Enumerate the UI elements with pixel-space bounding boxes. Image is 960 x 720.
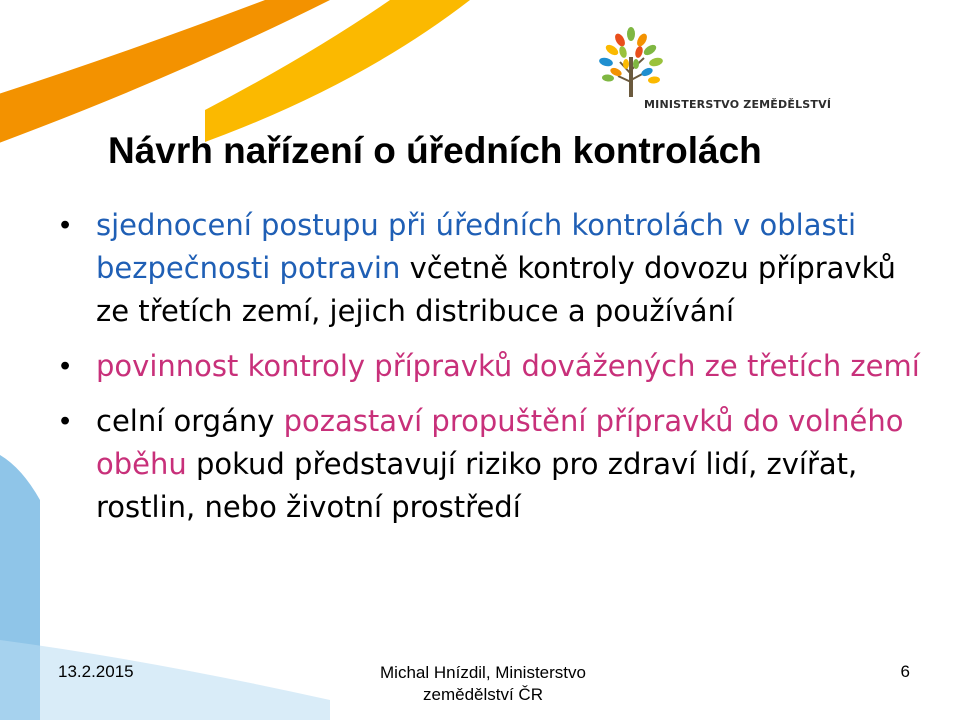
logo-text: MINISTERSTVO ZEMĚDĚLSTVÍ <box>644 98 832 111</box>
bullet-item-2 <box>60 345 920 388</box>
bullet-1-text: včetně kontroly dovozu přípravků ze třetích zemí, jejich distribuce a používání <box>96 251 896 328</box>
slide-title: Návrh nařízení o úředních kontrolách <box>108 130 762 171</box>
bullet-2-text: povinnost kontroly přípravků dovážených ze třetích zemí <box>96 349 920 383</box>
bullet-1-highlight: sjednocení postupu při úředních kontrolách v oblasti bezpečnosti potravin <box>96 208 857 285</box>
footer-author: Michal Hnízdil, Ministerstvo zemědělství ČR <box>380 663 586 704</box>
bullet-item-3 <box>60 400 920 529</box>
bullet-3-end: pokud představují riziko pro zdraví lidí, zvířat, rostlin, nebo životní prostředí <box>96 447 858 524</box>
tree-icon <box>590 22 820 102</box>
footer-date: 13.2.2015 <box>58 662 134 681</box>
page-number: 6 <box>900 662 910 681</box>
bullet-3-highlight: pozastaví propuštění přípravků do volného oběhu <box>96 404 904 481</box>
bullet-list <box>60 204 920 541</box>
bullet-3-start: celní orgány <box>96 404 284 438</box>
bullet-item-1 <box>60 204 920 333</box>
light-blue-bottom <box>0 640 330 720</box>
